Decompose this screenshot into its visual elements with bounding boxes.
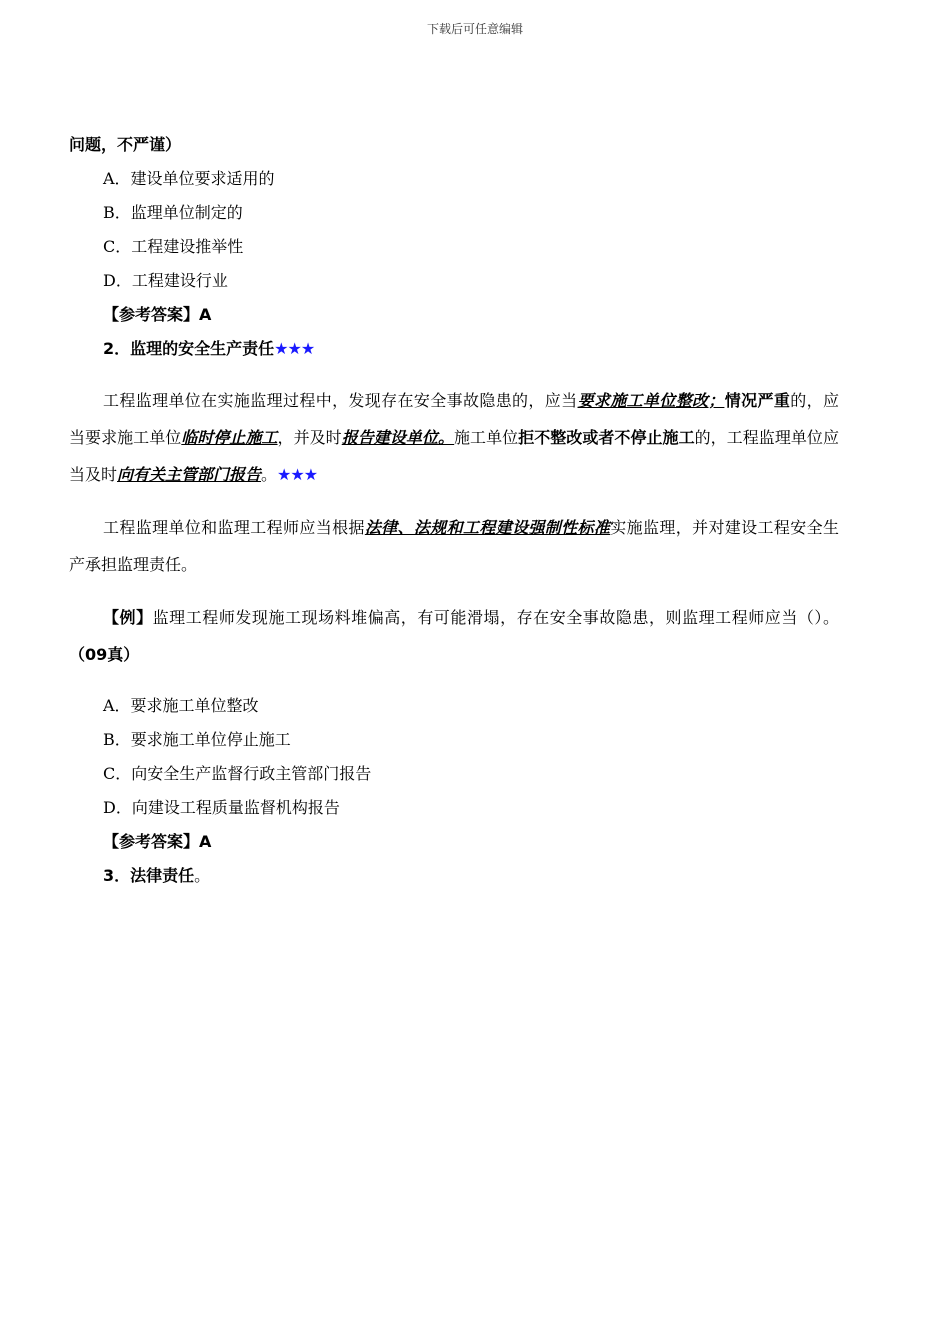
option-c: C．工程建设推举性	[103, 237, 244, 256]
bold-text: 拒不整改或者不停止施工	[518, 428, 695, 447]
option-b: B．要求施工单位停止施工	[103, 730, 291, 749]
section-heading-2	[69, 332, 839, 366]
text: 实施监理，并对建设工程安全生产承担监理责任。	[69, 518, 839, 574]
emphasis: 法律、法规和工程建设强制性标准	[364, 518, 611, 537]
option-d: D．向建设工程质量监督机构报告	[103, 798, 340, 817]
paragraph-legal-basis	[69, 509, 839, 583]
section-heading-3	[69, 859, 839, 893]
bold-text: 情况严重	[724, 391, 791, 410]
text: 的，工程监理单位应当及时	[69, 428, 839, 484]
option-a: A．建设单位要求适用的	[103, 169, 275, 188]
example-question	[69, 599, 839, 673]
emphasis: 向有关主管部门报告	[117, 465, 262, 484]
paragraph-safety-duty	[69, 382, 839, 493]
option-c: C．向安全生产监督行政主管部门报告	[103, 764, 372, 783]
text: 的，应当要求施工单位	[69, 391, 839, 447]
option-d: D．工程建设行业	[103, 271, 228, 290]
reference-answer: 【参考答案】A	[103, 305, 212, 324]
star-rating-icon: ★★★	[274, 339, 315, 358]
example-tag: 【例】	[103, 608, 153, 627]
text: 。	[194, 866, 211, 885]
continued-text: 问题，不严谨）	[69, 135, 182, 154]
star-rating-icon: ★★★	[277, 465, 318, 484]
emphasis: 临时停止施工	[181, 428, 278, 447]
page-header: 下载后可任意编辑	[426, 22, 523, 36]
section-title: 2．监理的安全生产责任	[103, 339, 275, 358]
option-a: A．要求施工单位整改	[103, 696, 259, 715]
text: 施工单位	[454, 428, 519, 447]
text: 工程监理单位在实施监理过程中，发现存在安全事故隐患的，应当	[103, 391, 578, 410]
text: 监理工程师发现施工现场料堆偏高，有可能滑塌，存在安全事故隐患，则监理工程师应当（）。	[152, 608, 839, 627]
emphasis: 要求施工单位整改；	[577, 391, 725, 410]
reference-answer: 【参考答案】A	[103, 832, 212, 851]
bold-text: （09真）	[69, 645, 140, 664]
text: ，并及时	[277, 428, 342, 447]
text: 。	[261, 465, 278, 484]
emphasis: 报告建设单位。	[341, 428, 455, 447]
option-b: B．监理单位制定的	[103, 203, 243, 222]
document-content	[69, 128, 839, 893]
section-title: 3．法律责任	[103, 866, 195, 885]
text: 工程监理单位和监理工程师应当根据	[103, 518, 365, 537]
